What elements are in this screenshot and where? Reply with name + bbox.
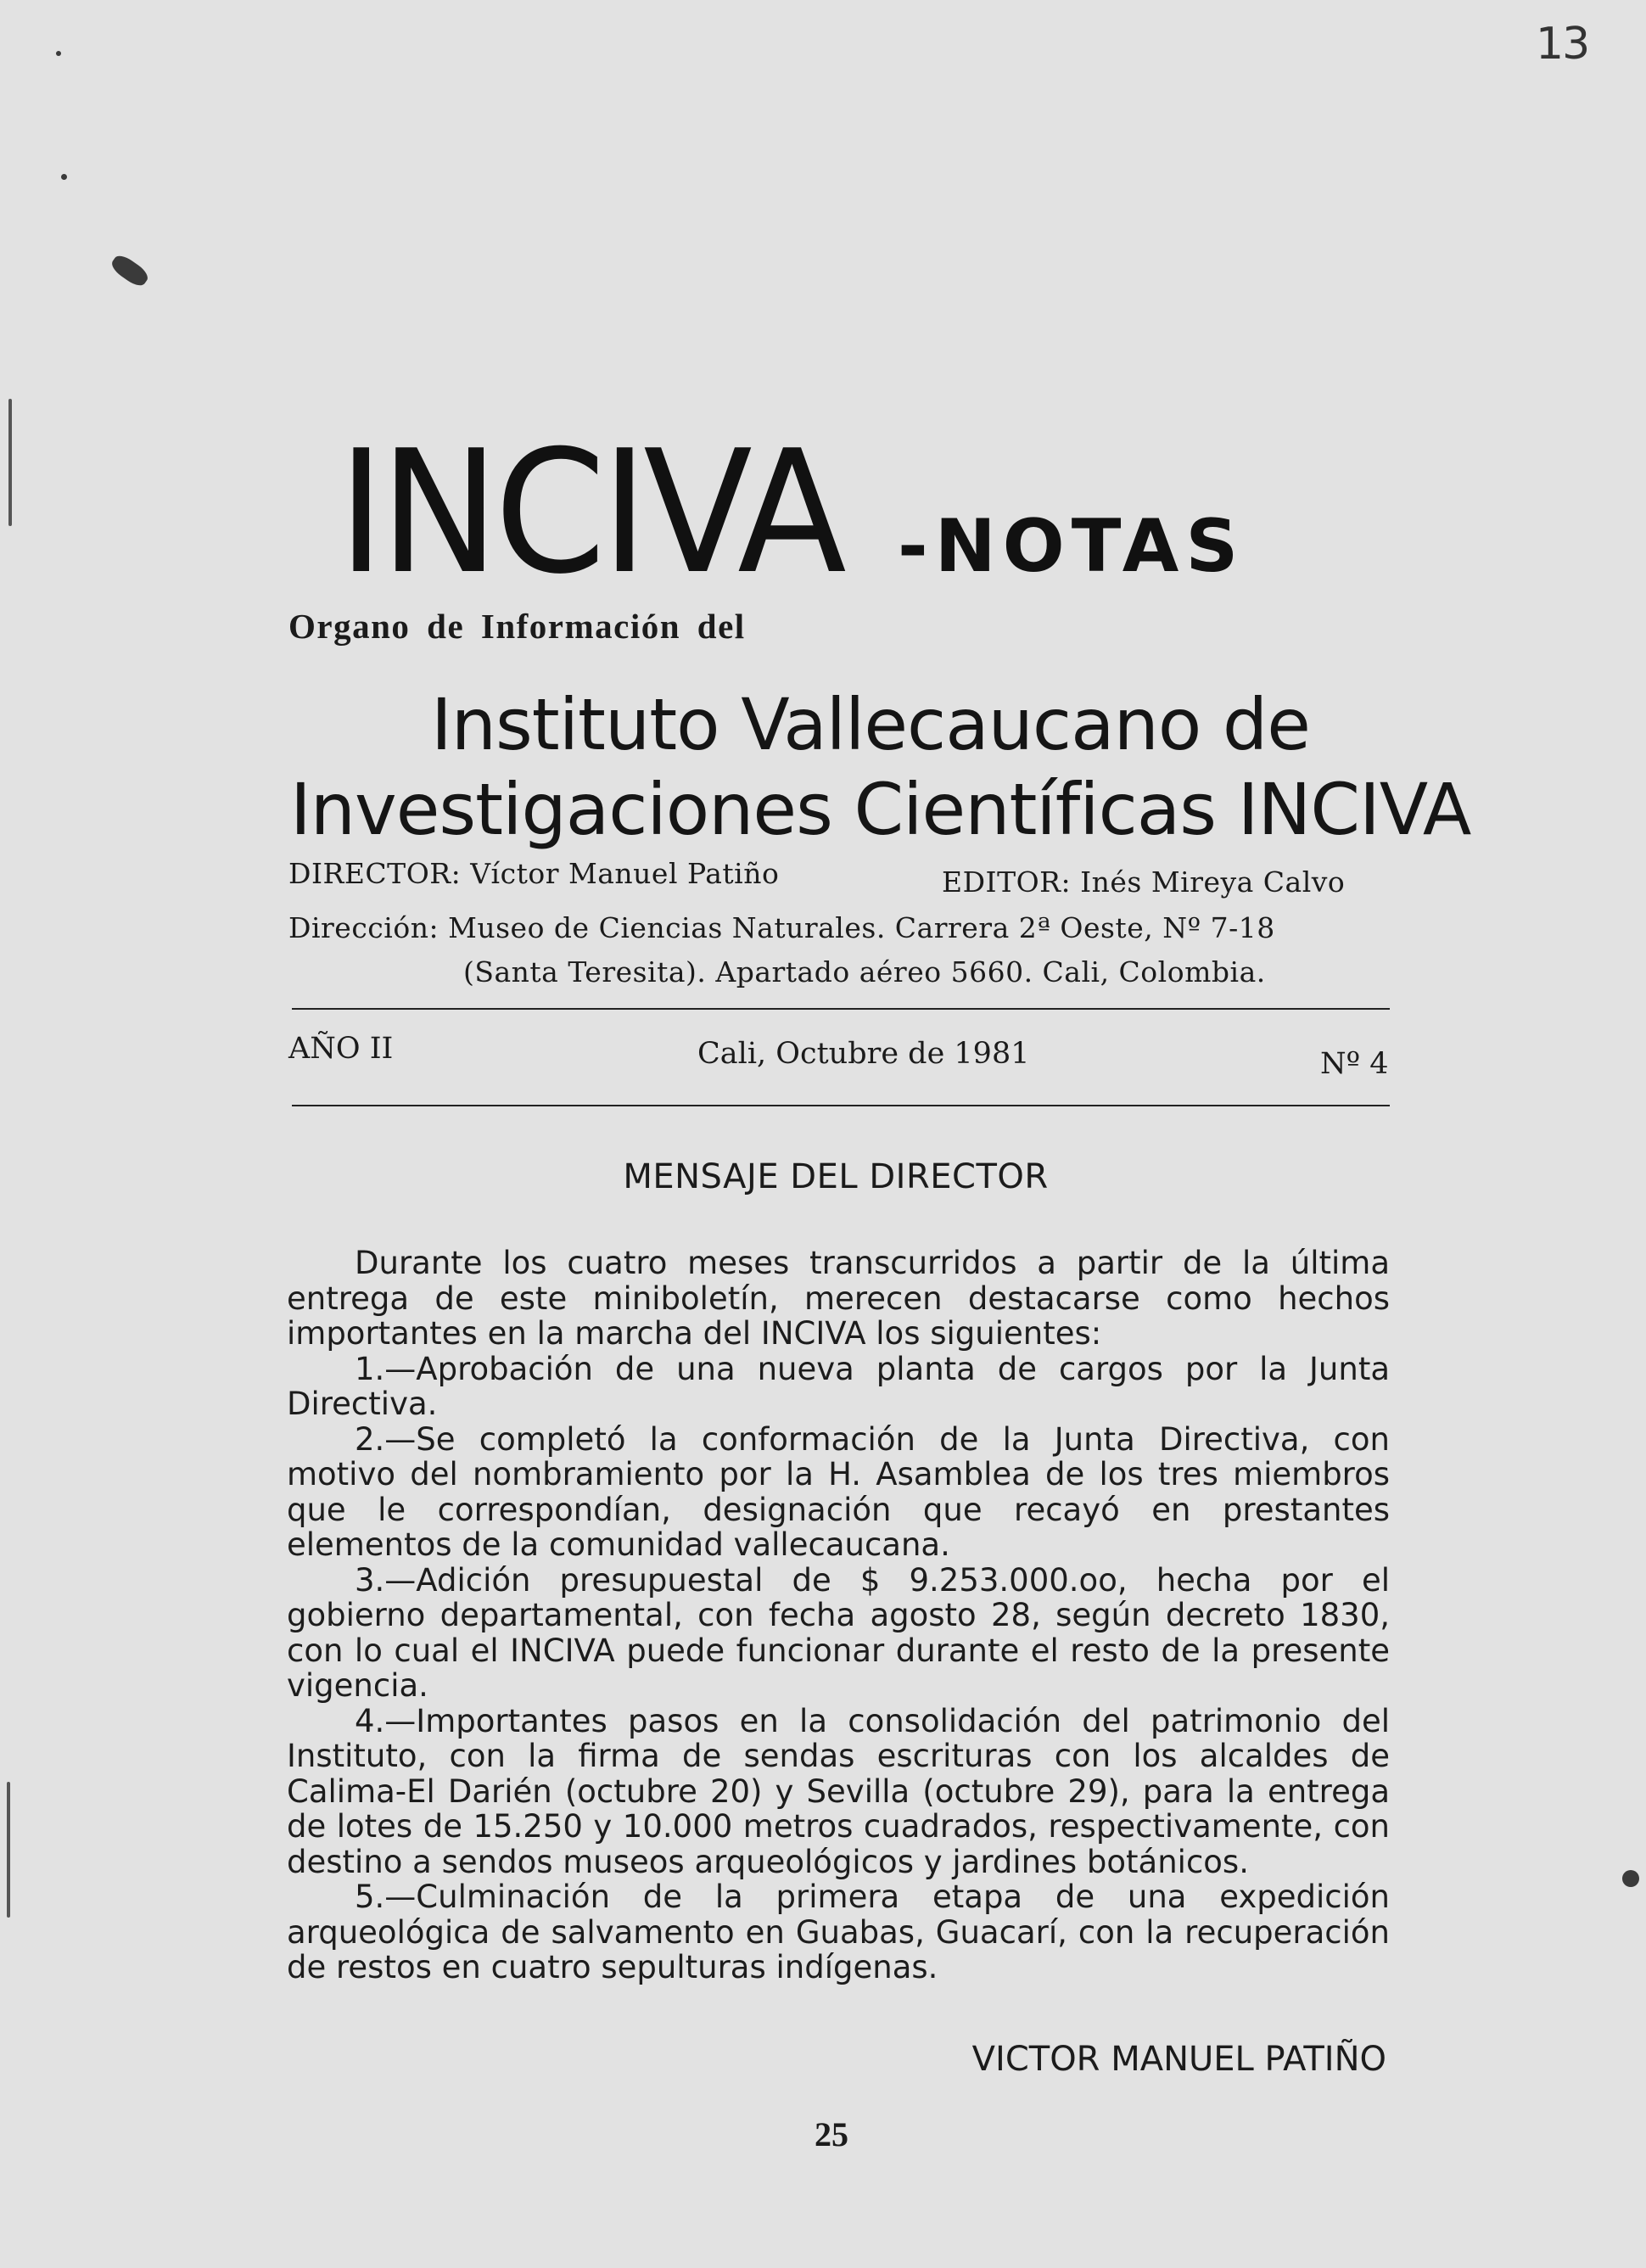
article-paragraph-3: 3.—Adición presupuestal de $ 9.253.000.oo, hecha por el gobierno departamental, con fecha agosto 28, según decreto 1830, con lo cual el INCIVA puede funcionar durante el resto de la presente vigencia.	[287, 1561, 1390, 1704]
subtitle: Organo de Información del	[288, 607, 746, 646]
page-number: 25	[815, 2115, 848, 2153]
header-rule-top	[292, 1008, 1390, 1010]
article-body	[287, 1246, 1390, 1985]
scan-speck	[56, 51, 61, 56]
article-paragraph-2: 2.—Se completó la conformación de la Junta Directiva, con motivo del nombramiento por la H. Asamblea de los tres miembros que le correspondían, designación que recayó en prestantes elementos de la comunidad vallecaucana.	[287, 1420, 1390, 1563]
scan-speck	[8, 399, 12, 526]
handwritten-page-number: 13	[1536, 19, 1589, 70]
article-paragraph-5: 5.—Culminación de la primera etapa de una expedición arqueológica de salvamento en Guabas, Guacarí, con la recuperación de restos en cuatro sepulturas indígenas.	[287, 1879, 1390, 1985]
masthead	[338, 414, 1246, 612]
scan-speck	[109, 252, 151, 289]
institute-name-line2: Investigaciones Científicas INCIVA	[290, 768, 1471, 851]
article-signature: VICTOR MANUEL PATIÑO	[971, 2040, 1386, 2079]
editor-credit: EDITOR: Inés Mireya Calvo	[942, 865, 1346, 899]
header-rule-bottom	[292, 1105, 1390, 1106]
scan-speck	[1622, 1870, 1639, 1887]
masthead-title: INCIVA	[338, 414, 843, 612]
article-title: MENSAJE DEL DIRECTOR	[623, 1157, 1049, 1196]
article-paragraph-1: 1.—Aprobación de una nueva planta de cargos por la Junta Directiva.	[287, 1350, 1390, 1422]
article-paragraph-intro: Durante los cuatro meses transcurridos a partir de la última entrega de este miniboletín, merecen destacarse como hechos importantes en la marcha del INCIVA los siguientes:	[287, 1245, 1390, 1352]
article-paragraph-4: 4.—Importantes pasos en la consolidación del patrimonio del Instituto, con la firma de sendas escrituras con los alcaldes de Calima-El Darién (octubre 20) y Sevilla (octubre 29), para la entrega de lotes de 15.250 y 10.000 metros cuadrados, respectivamente, con destino a sendos museos arqueológicos y jardines botánicos.	[287, 1702, 1390, 1880]
address-line-1: Dirección: Museo de Ciencias Naturales. Carrera 2ª Oeste, Nº 7-18	[288, 911, 1275, 944]
issue-number: Nº 4	[1320, 1047, 1389, 1081]
address-line-2: (Santa Teresita). Apartado aéreo 5660. Cali, Colombia.	[463, 955, 1266, 988]
director-credit: DIRECTOR: Víctor Manuel Patiño	[288, 857, 780, 890]
issue-date: Cali, Octubre de 1981	[697, 1037, 1030, 1071]
scan-speck	[61, 174, 67, 180]
masthead-suffix: -NOTAS	[898, 504, 1246, 589]
issue-year: AÑO II	[288, 1032, 394, 1066]
scan-speck	[7, 1782, 10, 1918]
institute-name-line1: Instituto Vallecaucano de	[431, 683, 1310, 766]
